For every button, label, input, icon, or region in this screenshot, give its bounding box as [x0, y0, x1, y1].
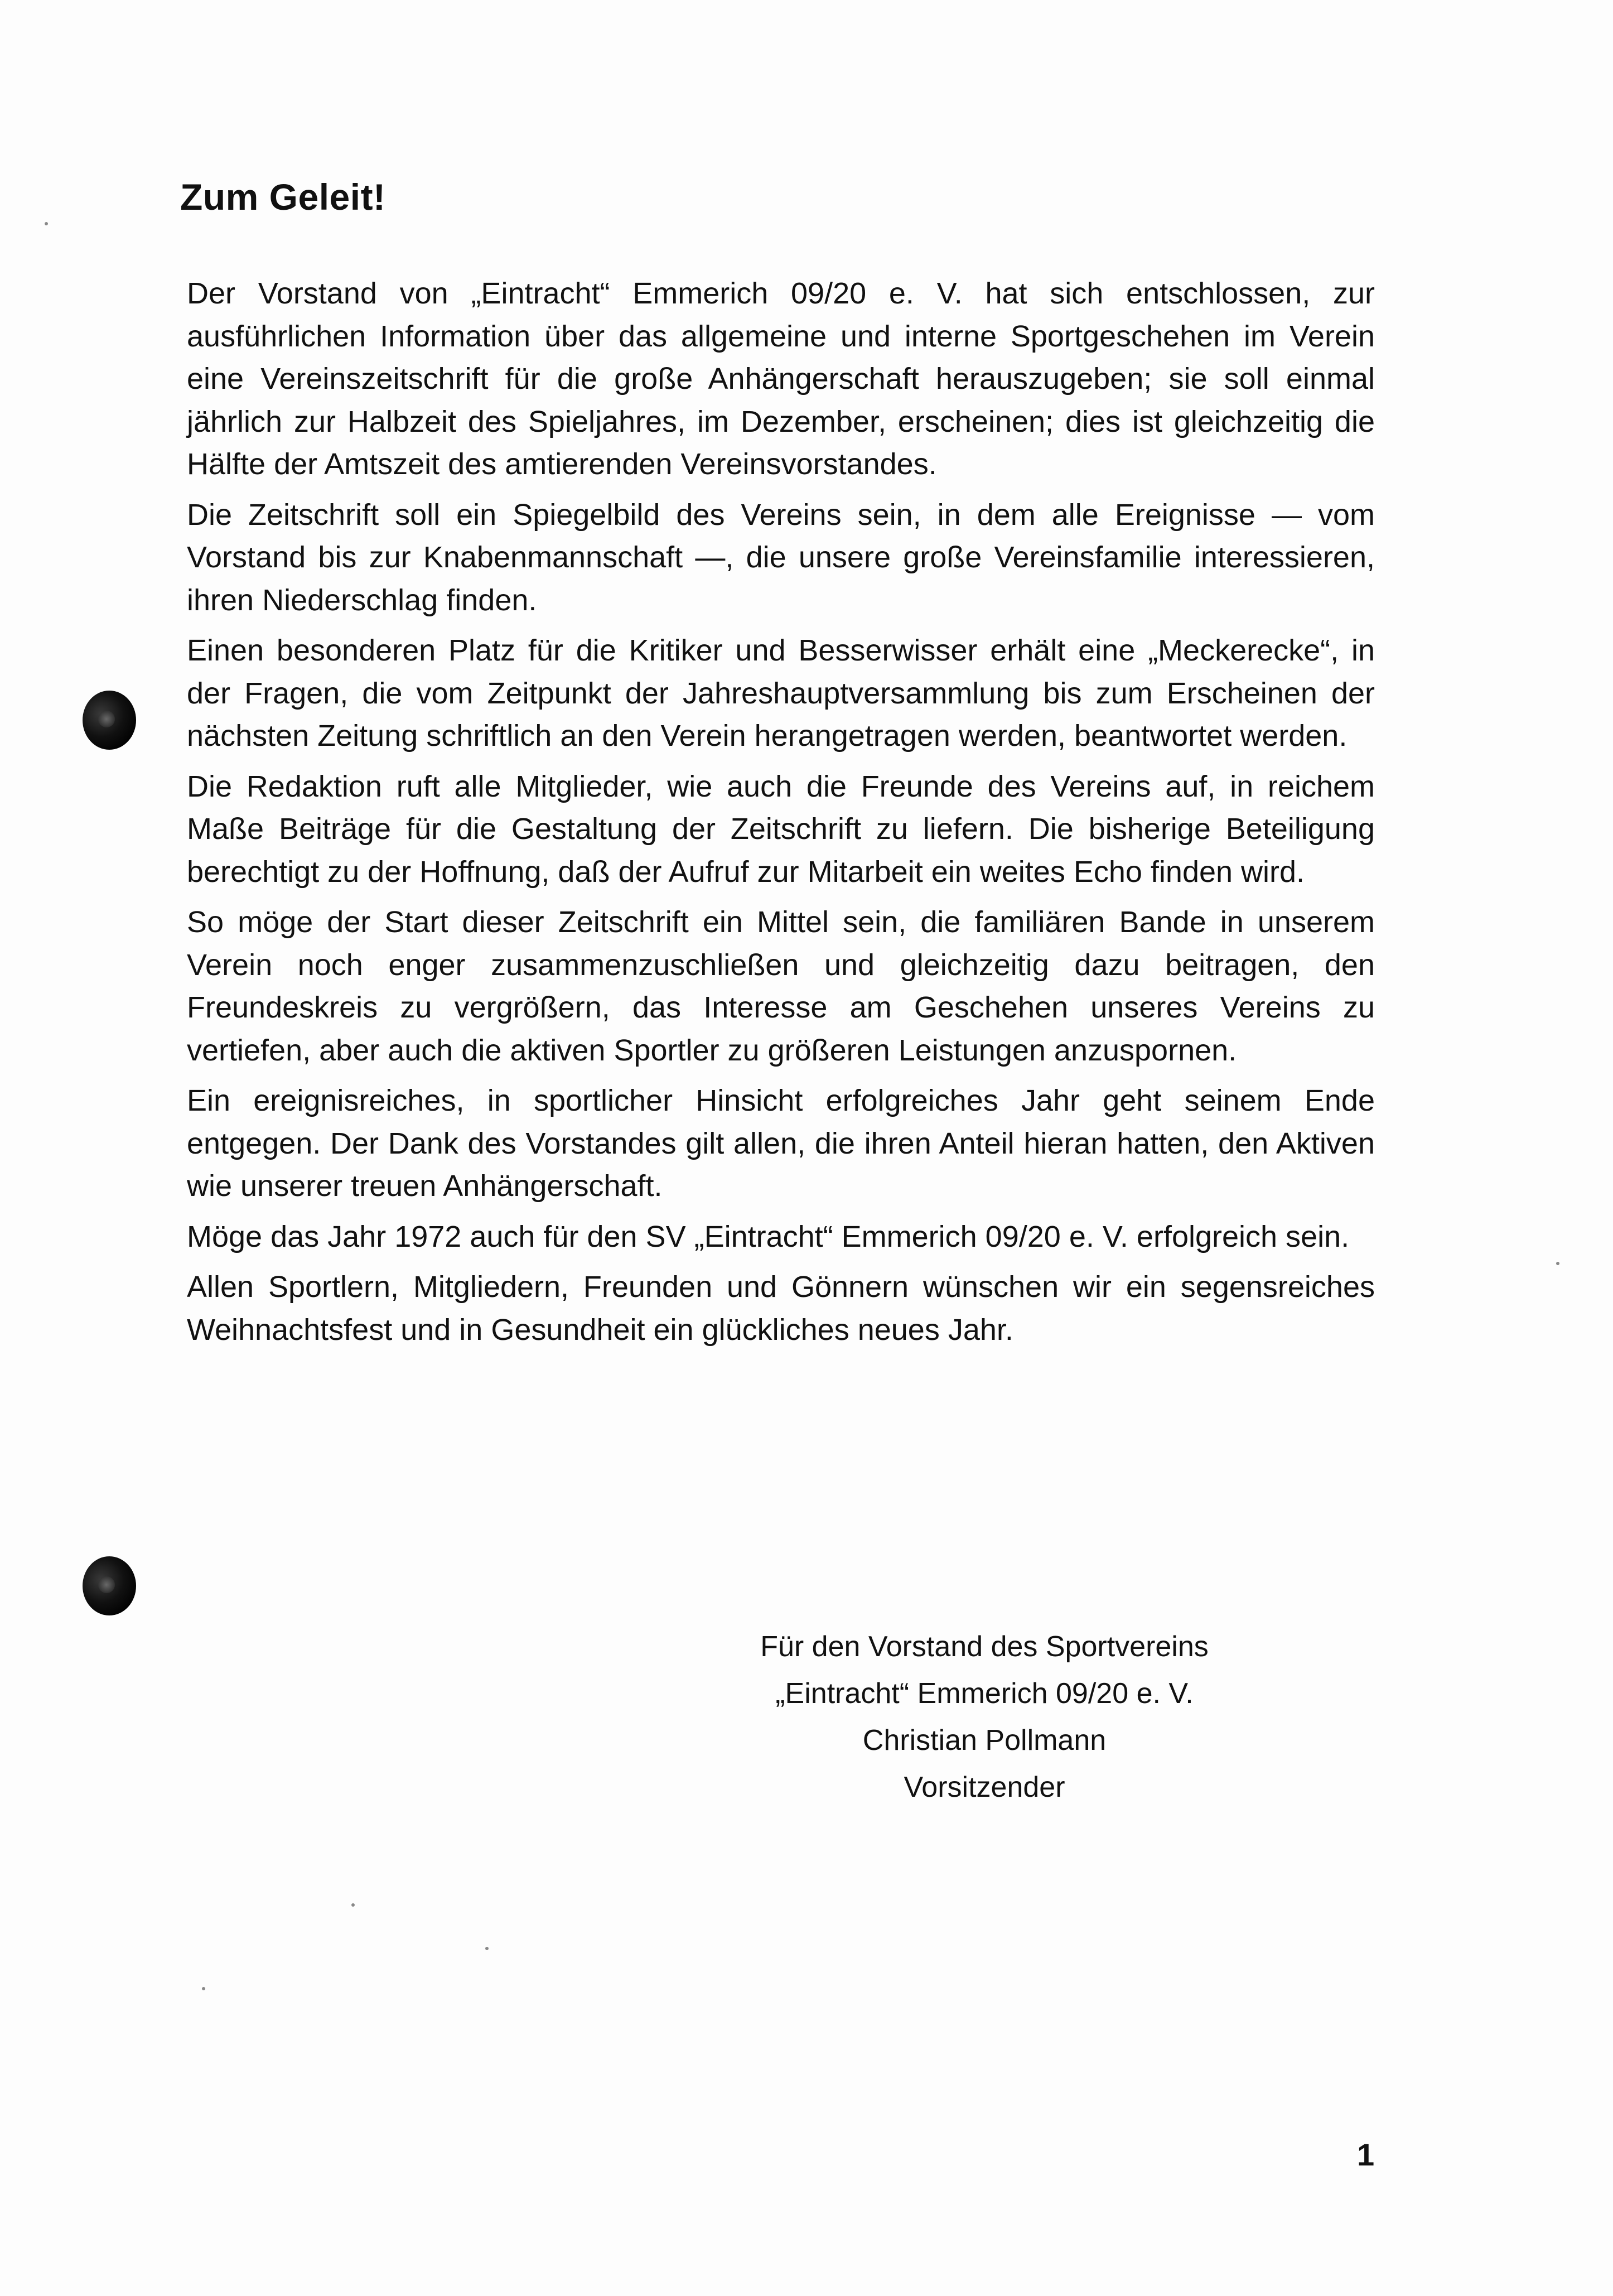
signature-line: Für den Vorstand des Sportvereins	[760, 1631, 1209, 1663]
body-text	[187, 272, 1375, 1359]
signature-line: „Eintracht“ Emmerich 09/20 e. V.	[775, 1677, 1194, 1710]
paragraph: Die Redaktion ruft alle Mitglieder, wie auch die Freunde des Vereins auf, in reichem Maße Beiträge für die Gestaltung der Zeitschrift zu liefern. Die bisherige Beteiligung berechtigt zu der Hoffnung, daß der Aufruf zur Mitarbeit ein weites Echo finden wird.	[187, 769, 1375, 889]
paragraph: Die Zeitschrift soll ein Spiegelbild des Vereins sein, in dem alle Ereignisse — vom Vorstand bis zur Knabenmannschaft —, die unsere große Vereinsfamilie interessieren, ihren Niederschlag finden.	[187, 498, 1375, 617]
paragraph: Einen besonderen Platz für die Kritiker und Besserwisser erhält eine „Meckerecke“, in der Fragen, die vom Zeitpunkt der Jahreshauptversammlung bis zum Erscheinen der nächsten Zeitung schriftlich an den Verein herangetragen werden, beantwortet werden.	[187, 634, 1375, 753]
page-number: 1	[1357, 2137, 1375, 2172]
scan-speck	[351, 1903, 355, 1907]
paragraph: Allen Sportlern, Mitgliedern, Freunden und Gönnern wünschen wir ein segensreiches Weihnachtsfest und in Gesundheit ein glückliches neues Jahr.	[187, 1270, 1375, 1347]
punch-hole-speck	[98, 711, 115, 727]
paragraph: So möge der Start dieser Zeitschrift ein Mittel sein, die familiären Bande in unserem Verein noch enger zusammenzuschließen und gleichzeitig dazu beitragen, den Freundeskreis zu vergrößern, das Interesse am Geschehen unseres Vereins zu vertiefen, aber auch die aktiven Sportler zu größeren Leistungen anzuspornen.	[187, 905, 1375, 1067]
paragraph: Ein ereignisreiches, in sportlicher Hinsicht erfolgreiches Jahr geht seinem Ende entgegen. Der Dank des Vorstandes gilt allen, die ihren Anteil hieran hatten, den Aktiven wie unserer treuen Anhängerschaft.	[187, 1084, 1375, 1203]
scan-speck	[202, 1987, 205, 1990]
scan-speck	[485, 1947, 489, 1950]
signature-block	[669, 1623, 1300, 1811]
punch-hole-bottom	[83, 1556, 136, 1615]
signatory-name: Christian Pollmann	[862, 1724, 1107, 1757]
paragraph: Der Vorstand von „Eintracht“ Emmerich 09/20 e. V. hat sich entschlossen, zur ausführlichen Information über das allgemeine und interne Sportgeschehen im Verein eine Vereinszeitschrift für die große Anhängerschaft herauszugeben; sie soll einmal jährlich zur Halbzeit des Spieljahres, im Dezember, erscheinen; dies ist gleichzeitig die Hälfte der Amtszeit des amtierenden Vereinsvorstandes.	[187, 277, 1375, 481]
punch-hole-speck	[98, 1576, 115, 1593]
punch-hole-top	[83, 691, 136, 750]
signatory-role: Vorsitzender	[904, 1771, 1065, 1803]
page-title: Zum Geleit!	[180, 176, 386, 218]
paragraph: Möge das Jahr 1972 auch für den SV „Eintracht“ Emmerich 09/20 e. V. erfolgreich sein.	[187, 1219, 1350, 1253]
scan-speck	[45, 222, 48, 225]
scan-speck	[1556, 1262, 1559, 1265]
